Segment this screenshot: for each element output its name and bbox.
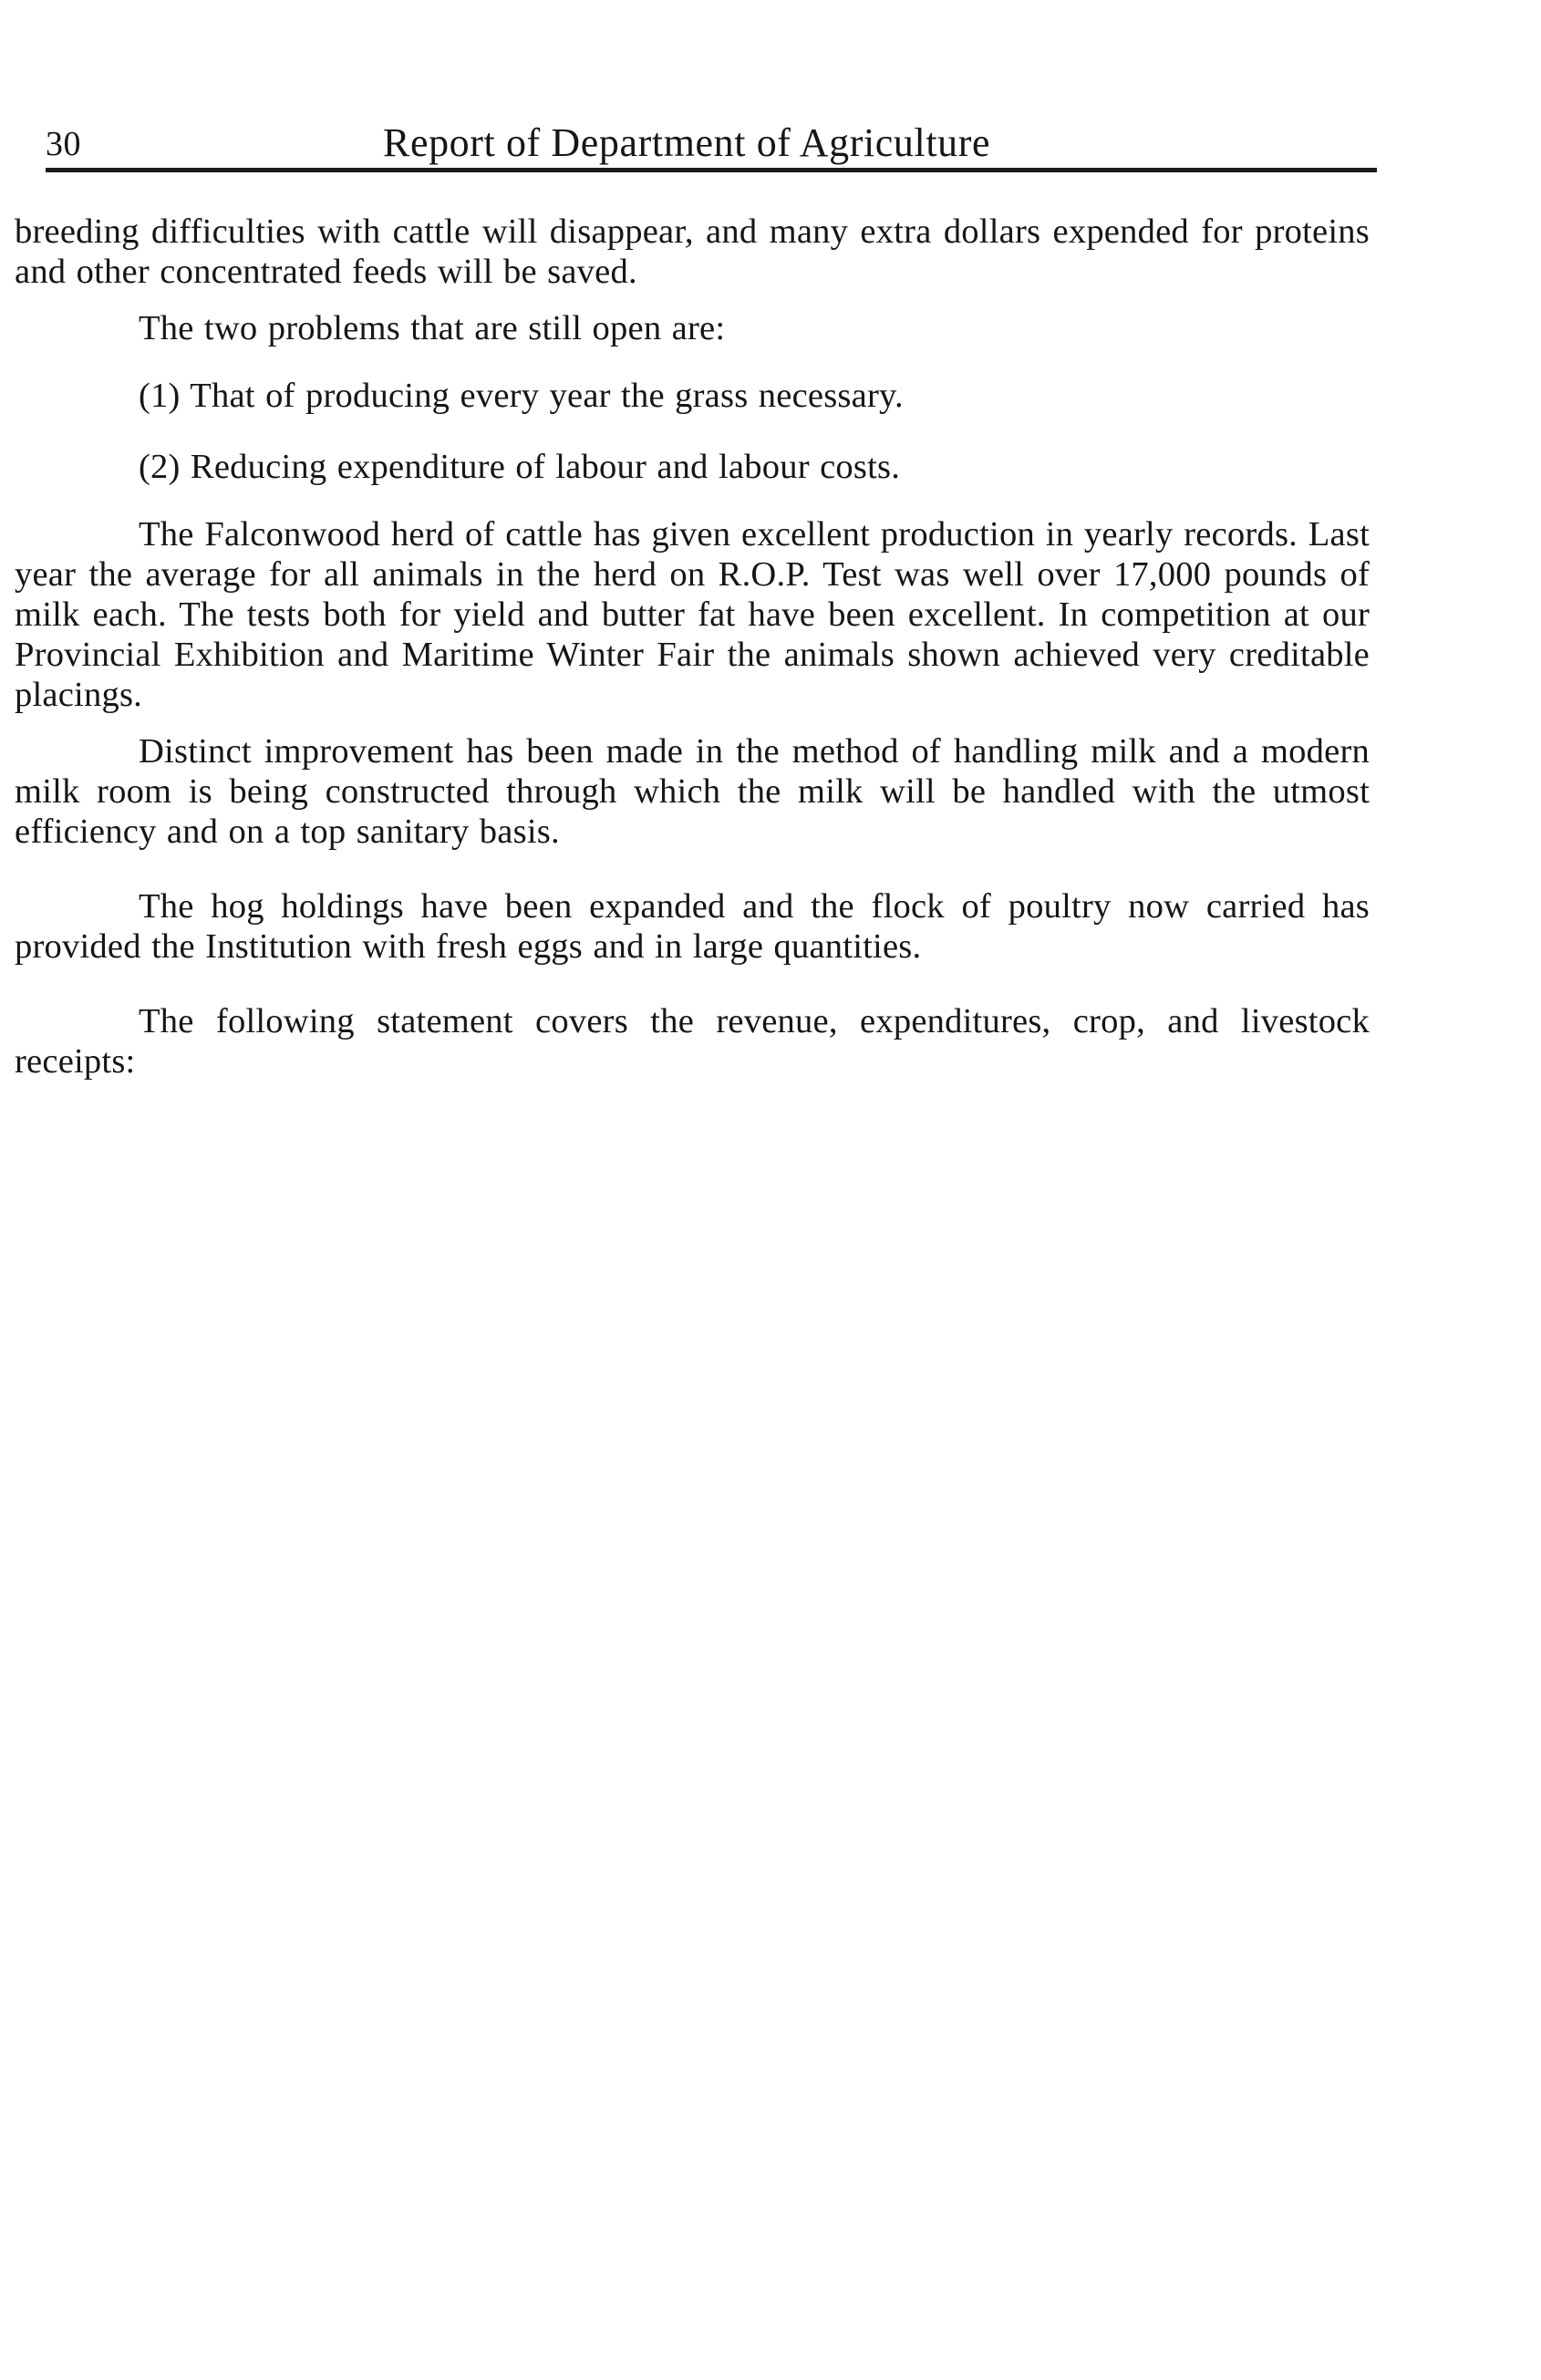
paragraph-falconwood-herd: The Falconwood herd of cattle has given excellent production in yearly records. Last year the average for all animals in the herd on R.O.P. Test was well over 17,000 pounds of milk each. The tests both for yield and butter fat have been excellent. In competition at our Provincial Exhibition and Maritime Winter Fair the animals shown achieved very creditable placings. — [15, 515, 1370, 714]
paragraph-statement-intro: The following statement covers the revenue, expenditures, crop, and livestock receipts: — [15, 1002, 1370, 1081]
list-item-2: (2) Reducing expenditure of labour and labour costs. — [139, 448, 901, 486]
paragraph-open-problems: The two problems that are still open are: — [139, 309, 726, 347]
paragraph-continuation: breeding difficulties with cattle will disappear, and many extra dollars expended for proteins and other concentrated feeds will be saved. — [15, 212, 1370, 291]
list-item-1: (1) That of producing every year the grass necessary. — [139, 377, 904, 415]
header-rule — [46, 168, 1377, 172]
paragraph-hog-poultry: The hog holdings have been expanded and the flock of poultry now carried has provided the Institution with fresh eggs and in large quantities. — [15, 887, 1370, 966]
body-text — [15, 212, 1370, 1081]
page-number: 30 — [46, 125, 81, 163]
running-head: Report of Department of Agriculture — [383, 120, 991, 165]
paragraph-milk-handling: Distinct improvement has been made in the method of handling milk and a modern milk room is being constructed through which the milk will be handled with the utmost efficiency and on a top sanitary basis. — [15, 732, 1370, 851]
page-header — [46, 117, 1377, 171]
